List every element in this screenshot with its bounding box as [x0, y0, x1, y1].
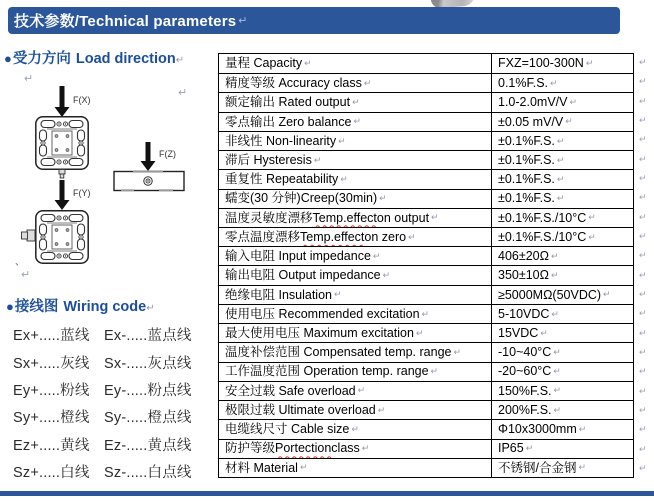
row-end-pilcrow: ↵ — [639, 115, 647, 126]
pilcrow-mark: ↵ — [553, 366, 561, 377]
table-row — [219, 342, 633, 361]
pilcrow-mark: ↵ — [313, 154, 322, 165]
pilcrow-mark: ↵ — [238, 15, 248, 27]
wiring-entry-left: Sz+.....白线 — [13, 465, 90, 482]
ideographic-comma-mark: 、 — [15, 257, 25, 268]
param-value-text: ±0.1%F.S. — [498, 133, 555, 148]
loadcell-top-view-fy — [22, 211, 89, 263]
pilcrow-mark: ↵ — [421, 308, 430, 319]
param-value-cell — [492, 151, 633, 169]
load-direction-diagram — [0, 72, 220, 302]
force-label-fz: F(Z) — [159, 149, 176, 159]
wiring-heading-en: Wiring code — [63, 299, 147, 315]
wiring-entry-right: Ez-.....黄点线 — [104, 437, 192, 454]
param-value-text: 5-10VDC — [498, 306, 550, 321]
param-name-cell — [219, 54, 492, 73]
wiring-entry-right: Sx-.....灰点线 — [104, 355, 192, 372]
pilcrow-mark: ↵ — [585, 58, 594, 69]
param-value-cell — [492, 93, 633, 111]
param-value-cell — [492, 459, 633, 477]
table-row — [219, 419, 633, 438]
pilcrow-mark: ↵ — [588, 231, 596, 242]
param-value-text: 1.0-2.0mV/V — [498, 95, 568, 110]
force-arrow-fy — [55, 180, 70, 210]
param-name-cell — [219, 286, 492, 304]
row-end-pilcrow: ↵ — [639, 308, 647, 319]
table-row — [219, 169, 633, 188]
table-row — [219, 92, 633, 111]
param-value-cell — [492, 440, 633, 458]
pilcrow-mark: ↵ — [525, 443, 534, 454]
row-end-pilcrow: ↵ — [639, 424, 647, 435]
table-row — [219, 381, 633, 400]
pilcrow-mark: ↵ — [24, 73, 34, 85]
table-row — [219, 208, 633, 227]
pilcrow-mark: ↵ — [550, 250, 559, 261]
row-end-pilcrow: ↵ — [639, 231, 647, 242]
param-name-cell — [219, 132, 492, 150]
table-row — [219, 227, 633, 246]
pilcrow-mark: ↵ — [578, 462, 587, 473]
param-name-cell — [219, 93, 492, 111]
misspelled-word: Temp.effect — [312, 210, 377, 225]
pilcrow-mark: ↵ — [178, 87, 188, 99]
pilcrow-mark: ↵ — [146, 303, 155, 314]
pilcrow-mark: ↵ — [553, 404, 562, 415]
force-arrow-fx — [55, 86, 70, 117]
param-value-text: 15VDC — [498, 326, 539, 341]
param-value-cell — [492, 266, 633, 284]
param-value-text: ±0.05 mV/V — [498, 114, 564, 129]
misspelled-word: Portection — [275, 441, 332, 456]
param-name-cell — [219, 74, 492, 92]
wiring-entry-left: Ey+.....粉线 — [13, 382, 90, 399]
wiring-entry-right: Sy-.....橙点线 — [104, 410, 192, 427]
param-value-cell — [492, 343, 633, 361]
param-name-cell — [219, 266, 492, 284]
bullet-icon: ● — [6, 299, 14, 314]
row-end-pilcrow: ↵ — [639, 462, 647, 473]
param-name-text: 电缆线尺寸 Cable size — [225, 422, 350, 437]
pilcrow-mark: ↵ — [377, 404, 386, 415]
load-direction-heading-en: Load direction — [75, 51, 176, 67]
param-name-cell — [219, 228, 492, 246]
param-value-cell — [492, 54, 633, 73]
param-name-cell — [219, 113, 492, 131]
param-name-cell — [219, 382, 492, 400]
param-value-text: Φ10x3000mm — [498, 422, 577, 437]
wiring-heading-cn: 接线图 — [14, 299, 59, 315]
load-direction-heading-cn: 受力方向 — [12, 51, 71, 67]
pilcrow-mark: ↵ — [408, 231, 416, 242]
param-value-text: ±0.1%F.S. — [498, 191, 555, 206]
parameters-table — [218, 53, 634, 478]
row-end-pilcrow: ↵ — [639, 443, 647, 454]
param-value-text: 150%F.S. — [498, 383, 552, 398]
pilcrow-mark: ↵ — [299, 462, 308, 473]
param-name-text: 使用电压 Recommended excitation — [225, 306, 420, 321]
pilcrow-mark: ↵ — [588, 212, 596, 223]
pilcrow-mark: ↵ — [363, 77, 372, 88]
param-value-cell — [492, 305, 633, 323]
param-value-cell — [492, 286, 633, 304]
param-name-cell — [219, 440, 492, 458]
row-end-pilcrow: ↵ — [639, 76, 647, 87]
pilcrow-mark: ↵ — [352, 97, 360, 108]
param-value-cell — [492, 74, 633, 92]
pilcrow-mark: ↵ — [353, 116, 361, 127]
table-row — [219, 150, 633, 169]
param-name-text: 精度等级 Accuracy class — [225, 76, 362, 91]
row-end-pilcrow: ↵ — [639, 95, 647, 106]
param-name-cell — [219, 363, 492, 381]
param-value-cell — [492, 170, 633, 188]
param-value-cell — [492, 113, 633, 131]
param-name-text: 最大使用电压 Maximum excitation — [225, 326, 414, 341]
param-name-cell — [219, 190, 492, 208]
wiring-row — [13, 431, 218, 458]
param-name-cell — [219, 151, 492, 169]
row-end-pilcrow: ↵ — [639, 385, 647, 396]
row-end-pilcrow: ↵ — [639, 404, 647, 415]
param-value-text: ±0.1%F.S./10°C — [498, 229, 587, 244]
table-row — [219, 54, 633, 73]
param-value-cell — [492, 382, 633, 400]
page-title: 技术参数/Technical parameters — [14, 13, 237, 30]
param-name-text: 输入电阻 Input impedance — [225, 249, 371, 264]
pilcrow-mark: ↵ — [361, 443, 370, 454]
pilcrow-mark: ↵ — [415, 327, 424, 338]
bottom-divider-bar — [0, 491, 654, 496]
load-direction-heading — [4, 47, 184, 68]
pilcrow-mark: ↵ — [453, 347, 462, 358]
wiring-entry-left: Sx+.....灰线 — [13, 355, 90, 372]
pilcrow-mark: ↵ — [338, 135, 346, 146]
pilcrow-mark: ↵ — [304, 58, 312, 69]
param-name-cell — [219, 209, 492, 227]
wiring-row — [13, 321, 218, 348]
pilcrow-mark: ↵ — [431, 212, 439, 223]
param-name-cell — [219, 170, 492, 188]
row-end-pilcrow: ↵ — [639, 134, 647, 145]
row-end-pilcrow: ↵ — [639, 288, 647, 299]
wiring-row — [13, 376, 218, 403]
misspelled-word: Temp.effect — [300, 229, 365, 244]
param-name-text: 材料 Material — [225, 460, 298, 475]
param-name-text: 量程 Capacity — [225, 56, 303, 71]
table-row — [219, 189, 633, 208]
table-row — [219, 458, 633, 477]
header-bar — [8, 7, 620, 34]
force-arrow-fz — [141, 142, 156, 171]
row-end-pilcrow: ↵ — [639, 57, 647, 68]
table-row — [219, 246, 633, 265]
wiring-row — [13, 348, 218, 375]
pilcrow-mark: ↵ — [21, 269, 31, 281]
param-name-cell — [219, 459, 492, 477]
row-end-pilcrow: ↵ — [639, 173, 647, 184]
param-value-text: ±0.1%F.S. — [498, 152, 555, 167]
param-name-text: 非线性 Non-linearity — [225, 133, 337, 148]
param-value-text: 350±10Ω — [498, 268, 549, 283]
wiring-entry-right: Ex-.....蓝点线 — [104, 328, 192, 345]
pilcrow-gutter — [639, 53, 653, 478]
param-value-text: ±0.1%F.S./10°C — [498, 210, 587, 225]
param-name-text: 零点输出 Zero balance — [225, 114, 352, 129]
pilcrow-mark: ↵ — [379, 193, 387, 204]
param-name-text: on output — [376, 210, 430, 225]
param-name-text: 额定输出 Rated output — [225, 95, 351, 110]
pilcrow-mark: ↵ — [175, 55, 185, 66]
row-end-pilcrow: ↵ — [639, 250, 647, 261]
param-value-text: 不锈钢/合金钢 — [498, 460, 577, 475]
pilcrow-mark: ↵ — [340, 173, 348, 184]
param-value-cell — [492, 132, 633, 150]
param-value-cell — [492, 247, 633, 265]
pilcrow-mark: ↵ — [578, 423, 587, 434]
bullet-icon: ● — [4, 51, 12, 66]
param-name-cell — [219, 420, 492, 438]
pilcrow-mark: ↵ — [551, 308, 559, 319]
param-value-text: -10~40°C — [498, 345, 552, 360]
pilcrow-mark: ↵ — [556, 135, 565, 146]
table-row — [219, 400, 633, 419]
wiring-entry-left: Ez+.....黄线 — [13, 437, 90, 454]
param-name-text: class — [331, 441, 360, 456]
param-value-text: ≥5000MΩ(50VDC) — [498, 287, 602, 302]
wiring-entry-left: Ex+.....蓝线 — [13, 328, 90, 345]
param-value-cell — [492, 401, 633, 419]
pilcrow-mark: ↵ — [430, 366, 439, 377]
param-name-text: 温度补偿范围 Compensated temp. range — [225, 345, 452, 360]
pilcrow-mark: ↵ — [351, 423, 359, 434]
param-name-cell — [219, 324, 492, 342]
param-name-text: 重复性 Repeatability — [225, 172, 339, 187]
pilcrow-mark: ↵ — [603, 289, 611, 300]
pilcrow-mark: ↵ — [382, 270, 391, 281]
row-end-pilcrow: ↵ — [639, 366, 647, 377]
param-name-cell — [219, 305, 492, 323]
param-name-text: 安全过载 Safe overload — [225, 383, 356, 398]
table-row — [219, 285, 633, 304]
param-value-text: -20~60°C — [498, 364, 552, 379]
table-row — [219, 323, 633, 342]
pilcrow-mark: ↵ — [372, 250, 381, 261]
param-name-text: 蠕变(30 分钟)Creep(30min) — [225, 191, 378, 206]
param-name-text: 极限过载 Ultimate overload — [225, 402, 376, 417]
param-name-text: 绝缘电阻 Insulation — [225, 287, 332, 302]
param-value-cell — [492, 363, 633, 381]
wiring-entry-right: Ey-.....粉点线 — [104, 382, 192, 399]
row-end-pilcrow: ↵ — [639, 327, 647, 338]
loadcell-side-view-fz — [114, 170, 184, 191]
row-end-pilcrow: ↵ — [639, 192, 647, 203]
row-end-pilcrow: ↵ — [639, 153, 647, 164]
param-name-cell — [219, 247, 492, 265]
wiring-entry-left: Sy+.....橙线 — [13, 410, 90, 427]
param-value-text: 0.1%F.S. — [498, 76, 549, 91]
param-name-text: 温度灵敏度漂移 — [225, 210, 313, 225]
pilcrow-mark: ↵ — [556, 193, 565, 204]
table-row — [219, 265, 633, 284]
param-name-text: 零点温度漂移 — [225, 229, 301, 244]
pilcrow-mark: ↵ — [550, 270, 559, 281]
param-value-cell — [492, 209, 633, 227]
wiring-row — [13, 458, 218, 485]
pilcrow-mark: ↵ — [357, 385, 366, 396]
table-row — [219, 304, 633, 323]
table-row — [219, 362, 633, 381]
param-value-text: FXZ=100-300N — [498, 56, 584, 71]
pilcrow-mark: ↵ — [556, 173, 565, 184]
param-value-text: ±0.1%F.S. — [498, 172, 555, 187]
wiring-code-list — [13, 321, 218, 485]
param-value-cell — [492, 324, 633, 342]
param-name-text: 输出电阻 Output impedance — [225, 268, 381, 283]
row-end-pilcrow: ↵ — [639, 211, 647, 222]
wiring-row — [13, 403, 218, 430]
force-label-fx: F(X) — [73, 95, 91, 105]
param-value-text: 200%F.S. — [498, 402, 552, 417]
row-end-pilcrow: ↵ — [639, 269, 647, 280]
force-label-fy: F(Y) — [73, 188, 91, 198]
table-row — [219, 439, 633, 458]
param-name-cell — [219, 343, 492, 361]
param-value-cell — [492, 190, 633, 208]
pilcrow-mark: ↵ — [556, 154, 565, 165]
param-value-cell — [492, 420, 633, 438]
param-name-text: on zero — [364, 229, 407, 244]
pilcrow-mark: ↵ — [333, 289, 342, 300]
param-name-cell — [219, 401, 492, 419]
param-value-text: 406±20Ω — [498, 249, 549, 264]
pilcrow-mark: ↵ — [540, 327, 548, 338]
wiring-code-heading — [6, 295, 155, 316]
row-end-pilcrow: ↵ — [639, 346, 647, 357]
pilcrow-mark: ↵ — [553, 385, 562, 396]
pilcrow-mark: ↵ — [565, 116, 573, 127]
param-name-text: 工作温度范围 Operation temp. range — [225, 364, 429, 379]
loadcell-top-view-fx — [36, 117, 88, 178]
table-row — [219, 73, 633, 92]
pilcrow-mark: ↵ — [553, 347, 561, 358]
pilcrow-mark: ↵ — [550, 77, 558, 88]
param-value-text: IP65 — [498, 441, 524, 456]
wiring-entry-right: Sz-.....白点线 — [104, 465, 192, 482]
pilcrow-mark: ↵ — [569, 97, 578, 108]
table-row — [219, 112, 633, 131]
param-name-text: 防护等级 — [225, 441, 276, 456]
table-row — [219, 131, 633, 150]
param-name-text: 滞后 Hysteresis — [225, 152, 312, 167]
param-value-cell — [492, 228, 633, 246]
